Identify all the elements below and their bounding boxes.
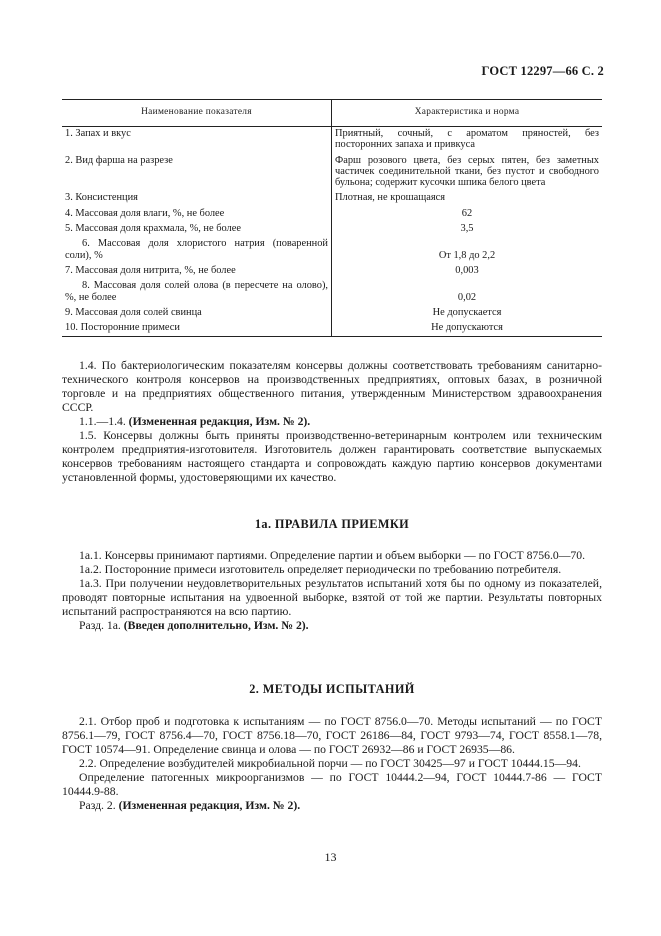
amendment-bold: (Измененная редакция, Изм. № 2). bbox=[118, 799, 301, 812]
table-row bbox=[62, 321, 602, 337]
row-value: Плотная, не крошащаяся bbox=[335, 192, 446, 204]
paragraph-1a-1: 1а.1. Консервы принимают партиями. Определение партии и объем выборки — по ГОСТ 8756.0—70. bbox=[79, 549, 586, 562]
amendment-prefix: Разд. 1а. bbox=[79, 619, 124, 632]
column-header-value: Характеристика и норма bbox=[332, 100, 603, 127]
row-name: 1. Запах и вкус bbox=[62, 127, 332, 154]
paragraph-1-5: 1.5. Консервы должны быть приняты производственно-ветеринарным контролем или техническим контролем предприятия-изготовителя. Изготовитель должен гарантировать соответствие выпускаемых консервов требованиям настоящего стандарта и сопровождать каждую партию консервов документами установленной формы, удостоверяющими их качество. bbox=[62, 429, 602, 484]
table-row bbox=[62, 154, 602, 192]
paragraph-1-4: 1.4. По бактериологическим показателям консервы должны соответствовать требованиям санитарно-технического контроля консервов на производственных предприятиях, оптовых базах, в розничной торговле и на предприятиях общественного питания, утвержденным Министерством здравоохранения СССР. bbox=[62, 359, 602, 414]
amendment-note-1a bbox=[62, 619, 602, 633]
row-name: 6. Массовая доля хлористого натрия (поваренной соли), % bbox=[62, 237, 332, 264]
table-row bbox=[62, 237, 602, 264]
row-value: Не допускаются bbox=[332, 321, 603, 337]
specification-table bbox=[62, 99, 602, 337]
table-row bbox=[62, 207, 602, 222]
amendment-bold: (Измененная редакция, Изм. № 2). bbox=[128, 415, 311, 428]
amendment-prefix: Разд. 2. bbox=[79, 799, 119, 812]
section-2-text bbox=[62, 715, 602, 813]
row-name: 10. Посторонние примеси bbox=[62, 321, 332, 337]
column-header-name: Наименование показателя bbox=[62, 100, 332, 127]
amendment-bold: (Введен дополнительно, Изм. № 2). bbox=[123, 619, 309, 632]
amendment-prefix: 1.1.—1.4. bbox=[79, 415, 129, 428]
row-value: 0,02 bbox=[457, 291, 477, 303]
paragraph-1a-3: 1а.3. При получении неудовлетворительных результатов испытаний хотя бы по одному из показателей, проводят повторные испытания на удвоенной выборке, взятой от той же партии. Результаты повторных испытаний распространяются на всю партию. bbox=[62, 577, 602, 618]
heading-test-methods: 2. МЕТОДЫ ИСПЫТАНИЙ bbox=[249, 682, 415, 696]
section-1-text bbox=[62, 359, 602, 485]
table-row bbox=[62, 222, 602, 237]
table-row bbox=[62, 264, 602, 279]
table-row bbox=[62, 279, 602, 306]
row-name: 3. Консистенция bbox=[62, 191, 332, 206]
row-name: 9. Массовая доля солей свинца bbox=[62, 306, 332, 321]
row-name: 8. Массовая доля солей олова (в пересчете на олово), %, не более bbox=[62, 279, 332, 306]
table-row bbox=[62, 127, 602, 154]
row-name: 5. Массовая доля крахмала, %, не более bbox=[62, 222, 332, 237]
row-value: Приятный, сочный, с ароматом пряностей, без посторонних запаха и привкуса bbox=[335, 128, 599, 151]
row-name: 4. Массовая доля влаги, %, не более bbox=[62, 207, 332, 222]
paragraph-2-2: 2.2. Определение возбудителей микробиальной порчи — по ГОСТ 30425—97 и ГОСТ 10444.15—94. bbox=[79, 757, 581, 770]
row-name: 7. Массовая доля нитрита, %, не более bbox=[62, 264, 332, 279]
amendment-note-2 bbox=[62, 799, 602, 813]
table-row bbox=[62, 306, 602, 321]
row-value: 62 bbox=[461, 207, 473, 219]
paragraph-1a-2: 1а.2. Посторонние примеси изготовитель определяет периодически по требованию потребителя. bbox=[79, 563, 562, 576]
row-name: 2. Вид фарша на разрезе bbox=[62, 154, 332, 192]
heading-acceptance-rules: 1а. ПРАВИЛА ПРИЕМКИ bbox=[254, 517, 410, 531]
paragraph-2-1: 2.1. Отбор проб и подготовка к испытаниям — по ГОСТ 8756.0—70. Методы испытаний — по ГОСТ 8756.1—79, ГОСТ 8756.4—70, ГОСТ 8756.18—70, ГОСТ 26186—84, ГОСТ 9793—74, ГОСТ 8558.1—78, ГОСТ 10574—91. Определение свинца и олова — по ГОСТ 26932—86 и ГОСТ 26935—86. bbox=[62, 715, 602, 756]
table-row bbox=[62, 191, 602, 206]
page-header: ГОСТ 12297—66 С. 2 bbox=[481, 64, 604, 78]
row-value: От 1,8 до 2,2 bbox=[438, 249, 496, 261]
paragraph-2-3: Определение патогенных микроорганизмов — по ГОСТ 10444.2—94, ГОСТ 10444.7-86 — ГОСТ 10444.9-88. bbox=[62, 771, 602, 798]
row-value: 3,5 bbox=[460, 223, 474, 235]
row-value: Не допускается bbox=[432, 306, 502, 318]
page-number: 13 bbox=[324, 850, 337, 864]
amendment-note-1 bbox=[62, 415, 602, 429]
row-value: Фарш розового цвета, без серых пятен, без заметных частичек соединительной ткани, без пустот и свободного бульона; содержит кусочки шпика белого цвета bbox=[335, 154, 599, 189]
row-value: 0,003 bbox=[455, 264, 479, 276]
section-1a-text bbox=[62, 549, 602, 633]
